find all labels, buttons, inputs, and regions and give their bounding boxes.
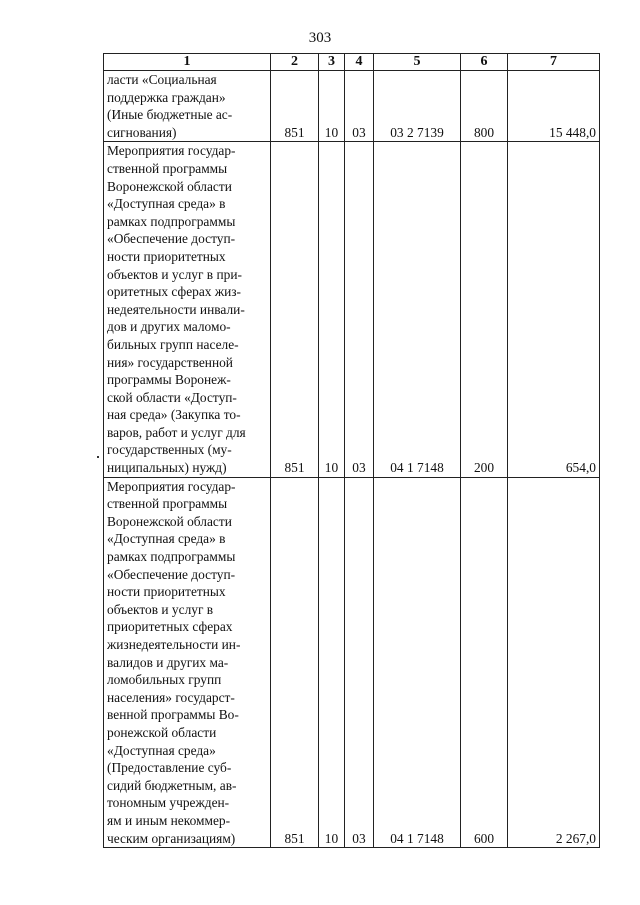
description-line: «Доступная среда» в [107, 196, 226, 212]
description-line: ственной программы [107, 496, 228, 512]
description-line: рамках подпрограммы [107, 549, 236, 565]
header-row [104, 54, 600, 71]
description-line: «Доступная среда» в [107, 531, 226, 547]
cell-subsection: 03 [345, 142, 374, 477]
table-row [104, 71, 600, 142]
description-line: ронежской области [107, 724, 217, 740]
table-row [104, 142, 600, 477]
description-line: венной программы Во- [107, 707, 239, 723]
description-line: оритетных сферах жиз- [107, 284, 241, 300]
description-line: объектов и услуг в [107, 601, 214, 617]
description-line: сидий бюджетным, ав- [107, 777, 237, 793]
description-line: ния» государственной [107, 354, 233, 370]
description-line: Мероприятия государ- [107, 143, 236, 159]
row-description [104, 71, 271, 142]
header-col-7: 7 [508, 54, 600, 71]
row-description [104, 142, 271, 477]
description-line: ской области «Доступ- [107, 389, 237, 405]
description-line: «Обеспечение доступ- [107, 231, 236, 247]
description-line: объектов и услуг в при- [107, 266, 242, 282]
description-line: сигнования) [107, 124, 177, 140]
header-col-5: 5 [374, 54, 461, 71]
cell-expense-type: 200 [461, 142, 508, 477]
description-line: бильных групп населе- [107, 336, 239, 352]
description-line: ломобильных групп [107, 672, 222, 688]
description-line: ственной программы [107, 160, 228, 176]
description-line: ласти «Социальная [107, 72, 217, 87]
cell-amount: 654,0 [508, 142, 600, 477]
cell-section: 10 [319, 71, 345, 142]
description-line: ям и иным некоммер- [107, 812, 231, 828]
cell-subsection: 03 [345, 71, 374, 142]
description-line: валидов и других ма- [107, 654, 229, 670]
description-line: приоритетных сферах [107, 619, 233, 635]
description-line: ческим организациям) [107, 830, 236, 846]
cell-target-article: 04 1 7148 [374, 477, 461, 847]
description-line: ниципальных) нужд) [107, 460, 227, 476]
description-line: государственных (му- [107, 442, 232, 458]
cell-target-article: 04 1 7148 [374, 142, 461, 477]
header-col-3: 3 [319, 54, 345, 71]
description-line: «Доступная среда» [107, 742, 216, 758]
cell-section: 10 [319, 142, 345, 477]
description-line: поддержка граждан» [107, 89, 226, 105]
description-line: недеятельности инвали- [107, 301, 245, 317]
description-line: Воронежской области [107, 513, 232, 529]
description-line: «Обеспечение доступ- [107, 566, 236, 582]
header-col-4: 4 [345, 54, 374, 71]
cell-section: 10 [319, 477, 345, 847]
cell-expense-type: 600 [461, 477, 508, 847]
table-row [104, 477, 600, 847]
page-number: 303 [308, 30, 332, 46]
header-col-6: 6 [461, 54, 508, 71]
budget-table [103, 53, 600, 848]
cell-target-article: 03 2 7139 [374, 71, 461, 142]
header-col-1: 1 [104, 54, 271, 71]
cell-amount: 2 267,0 [508, 477, 600, 847]
cell-subsection: 03 [345, 477, 374, 847]
description-line: (Иные бюджетные ас- [107, 107, 233, 123]
cell-admin-code: 851 [271, 71, 319, 142]
description-line: ная среда» (Закупка то- [107, 407, 241, 423]
description-line: варов, работ и услуг для [107, 424, 246, 440]
description-line: дов и других маломо- [107, 319, 231, 335]
description-line: населения» государст- [107, 689, 235, 705]
cell-admin-code: 851 [271, 477, 319, 847]
margin-mark [97, 456, 99, 458]
description-line: Воронежской области [107, 178, 232, 194]
cell-admin-code: 851 [271, 142, 319, 477]
row-description [104, 477, 271, 847]
cell-amount: 15 448,0 [508, 71, 600, 142]
description-line: ности приоритетных [107, 584, 226, 600]
description-line: жизнедеятельности ин- [107, 637, 241, 652]
header-col-2: 2 [271, 54, 319, 71]
cell-expense-type: 800 [461, 71, 508, 142]
description-line: ности приоритетных [107, 248, 226, 264]
description-line: (Предоставление суб- [107, 760, 232, 776]
description-line: Мероприятия государ- [107, 478, 236, 494]
description-line: программы Воронеж- [107, 372, 231, 388]
description-line: тономным учрежден- [107, 795, 230, 811]
description-line: рамках подпрограммы [107, 213, 236, 229]
